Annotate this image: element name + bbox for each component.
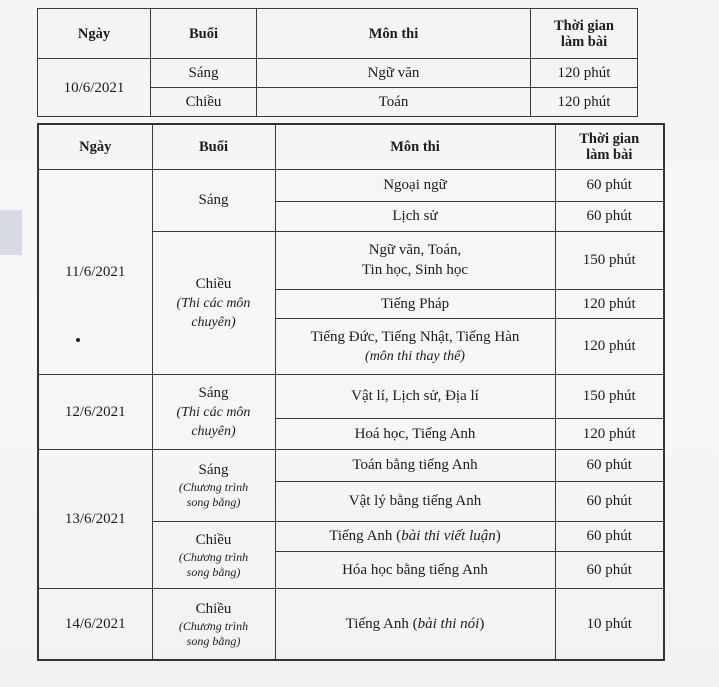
session-label: Chiều	[195, 275, 232, 292]
subject-line: Ngữ văn, Toán,	[368, 242, 462, 258]
subject-cell: Vật lí, Lịch sử, Địa lí	[275, 374, 555, 418]
subject-cell: Hoá học, Tiếng Anh	[275, 418, 555, 449]
header-session: Buổi	[151, 9, 257, 59]
session-cell	[152, 374, 275, 449]
session-cell	[152, 521, 275, 588]
session-label: Chiều	[195, 600, 232, 617]
duration-cell: 150 phút	[555, 231, 664, 289]
session-cell: Chiều	[151, 88, 257, 117]
duration-cell: 10 phút	[555, 588, 664, 660]
session-note: song bằng)	[186, 495, 241, 509]
subject-cell: Hóa học bằng tiếng Anh	[275, 551, 555, 588]
duration-cell: 60 phút	[555, 551, 664, 588]
subject-cell: Toán bằng tiếng Anh	[275, 449, 555, 481]
session-note: chuyên)	[191, 423, 236, 439]
session-label: Sáng	[198, 384, 229, 401]
session-label: Chiều	[195, 531, 232, 548]
session-cell	[152, 231, 275, 374]
header-duration-line2: làm bài	[560, 33, 608, 50]
session-note: (Thi các môn	[176, 404, 251, 420]
duration-cell: 60 phút	[555, 481, 664, 521]
session-cell	[152, 449, 275, 521]
session-note: (Chương trình	[178, 618, 249, 633]
header-row	[38, 9, 638, 59]
duration-cell: 60 phút	[555, 449, 664, 481]
duration-cell: 60 phút	[555, 521, 664, 551]
header-day: Ngày	[38, 124, 152, 169]
subject-italic: bài thi viết luận	[401, 528, 496, 544]
header-subject: Môn thi	[275, 124, 555, 169]
table-row	[38, 374, 664, 418]
duration-cell: 120 phút	[555, 418, 664, 449]
table-row	[38, 449, 664, 481]
subject-cell: Ngữ văn	[257, 59, 531, 88]
header-day: Ngày	[38, 9, 151, 59]
duration-cell: 60 phút	[555, 169, 664, 201]
duration-cell: 150 phút	[555, 374, 664, 418]
session-note: song bằng)	[186, 633, 241, 648]
duration-cell: 120 phút	[531, 59, 638, 88]
subject-cell	[275, 588, 555, 660]
subject-cell: Toán	[257, 88, 531, 117]
subject-italic: bài thi nói	[417, 615, 480, 632]
duration-cell: 120 phút	[555, 318, 664, 374]
subject-text: Tiếng Anh (	[345, 615, 418, 632]
header-duration-line2: làm bài	[586, 146, 633, 163]
subject-text-end: )	[479, 615, 485, 632]
table-row	[38, 59, 638, 88]
table-row	[38, 169, 664, 201]
stray-dot	[76, 338, 80, 342]
header-row	[38, 124, 664, 169]
date-cell: 13/6/2021	[38, 449, 152, 588]
session-cell: Sáng	[151, 59, 257, 88]
header-session: Buổi	[152, 124, 275, 169]
table-row	[38, 588, 664, 660]
subject-text-end: )	[495, 528, 501, 544]
duration-cell: 120 phút	[555, 289, 664, 318]
date-cell: 10/6/2021	[38, 59, 151, 117]
exam-schedule-table-main	[37, 123, 665, 661]
session-note: song bằng)	[186, 564, 241, 579]
subject-cell: Tiếng Pháp	[275, 289, 555, 318]
session-note: chuyên)	[191, 314, 236, 330]
session-cell: Sáng	[152, 169, 275, 231]
subject-line: Tin học, Sinh học	[361, 262, 469, 278]
subject-cell	[275, 318, 555, 374]
subject-note: (môn thi thay thế)	[365, 348, 465, 364]
subject-cell: Ngoại ngữ	[275, 169, 555, 201]
subject-cell: Vật lý bằng tiếng Anh	[275, 481, 555, 521]
exam-schedule-table-top	[37, 8, 638, 117]
session-note: (Chương trình	[178, 480, 249, 494]
duration-cell: 60 phút	[555, 201, 664, 231]
header-duration-line1: Thời gian	[553, 17, 614, 34]
session-label: Sáng	[198, 462, 229, 478]
header-duration	[531, 9, 638, 59]
subject-cell	[275, 231, 555, 289]
header-duration-line1: Thời gian	[579, 130, 640, 147]
date-cell: 11/6/2021	[38, 169, 152, 374]
side-strip	[0, 210, 22, 255]
subject-cell	[275, 521, 555, 551]
header-duration	[555, 124, 664, 169]
subject-text: Tiếng Anh (	[329, 528, 402, 544]
date-cell: 12/6/2021	[38, 374, 152, 449]
duration-cell: 120 phút	[531, 88, 638, 117]
subject-line: Tiếng Đức, Tiếng Nhật, Tiếng Hàn	[310, 328, 520, 345]
header-subject: Môn thi	[257, 9, 531, 59]
session-note: (Thi các môn	[176, 295, 251, 311]
session-note: (Chương trình	[178, 549, 249, 564]
session-cell	[152, 588, 275, 660]
date-cell: 14/6/2021	[38, 588, 152, 660]
subject-cell: Lịch sử	[275, 201, 555, 231]
